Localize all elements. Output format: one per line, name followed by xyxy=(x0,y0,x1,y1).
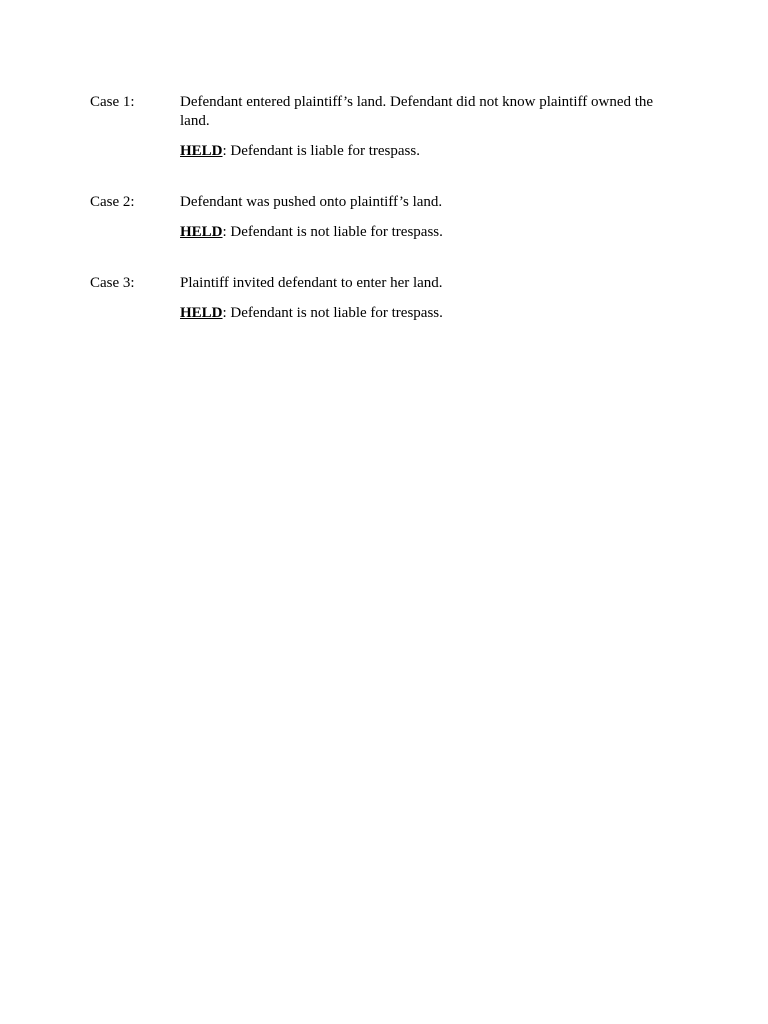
case-body xyxy=(180,274,680,323)
case-3 xyxy=(90,274,680,323)
case-label: Case 2: xyxy=(90,194,135,210)
held-label: HELD xyxy=(180,305,223,321)
held-text: : Defendant is not liable for trespass. xyxy=(222,224,443,240)
case-facts: Defendant was pushed onto plaintiff’s land. xyxy=(180,194,443,210)
case-facts: Defendant entered plaintiff’s land. Defendant did not know plaintiff owned the land. xyxy=(180,94,654,129)
held-text: : Defendant is not liable for trespass. xyxy=(222,305,443,321)
case-label: Case 3: xyxy=(90,275,135,291)
case-facts: Plaintiff invited defendant to enter her land. xyxy=(180,275,443,291)
case-body xyxy=(180,93,680,161)
case-2 xyxy=(90,193,680,242)
document-body xyxy=(90,93,680,355)
case-holding xyxy=(180,223,680,242)
held-label: HELD xyxy=(180,143,223,159)
held-text: : Defendant is liable for trespass. xyxy=(222,143,420,159)
held-label: HELD xyxy=(180,224,223,240)
case-1 xyxy=(90,93,680,161)
case-holding xyxy=(180,142,680,161)
case-body xyxy=(180,193,680,242)
case-holding xyxy=(180,304,680,323)
case-label: Case 1: xyxy=(90,94,135,110)
